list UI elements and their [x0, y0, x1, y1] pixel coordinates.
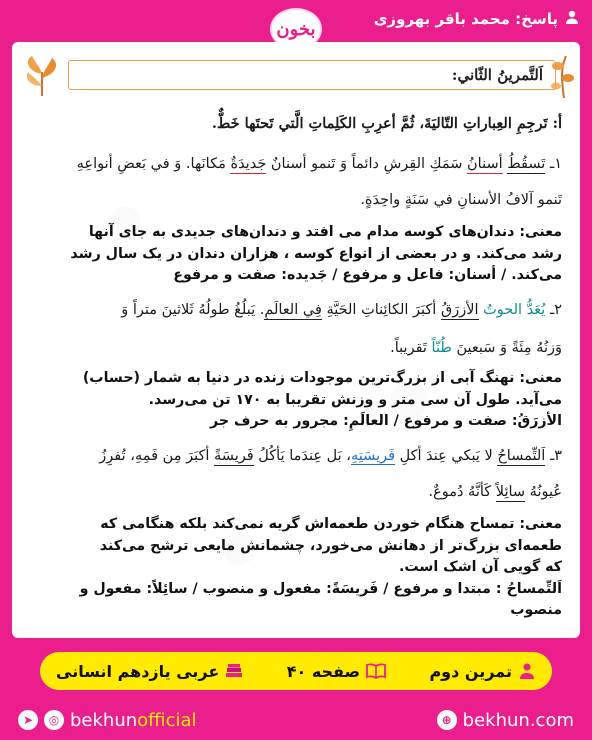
social-handle-group[interactable]: [18, 710, 197, 731]
leaf-decoration-icon: [18, 52, 66, 100]
underlined-word: اَلتِّمساحُ: [497, 448, 546, 464]
item-3-arabic-line-1: [30, 446, 562, 466]
student-icon: [518, 662, 536, 680]
underlined-word: فِي العالَمِ: [264, 302, 322, 318]
meaning-line: می‌کند. / أسنان: فاعل و مرفوع / جَدیده: صفت و مرفوع: [173, 267, 562, 283]
meaning-line: معنی: نهنگ آبی از بزرگ‌ترین موجودات زنده در دنیا به شمار (حساب): [82, 370, 562, 386]
social-handle[interactable]: [70, 710, 197, 731]
underlined-word: سائِلاً: [495, 484, 526, 500]
lesson-info-bar: [40, 652, 552, 690]
item-number: ۳ـ: [545, 448, 562, 464]
text-fragment: ، بَل عِندَما يَأكُلُ: [253, 448, 351, 464]
instruction-text: [30, 114, 562, 134]
underlined-word: جَديدَةٌ: [230, 156, 267, 172]
underlined-word: تَسقُطُ: [507, 156, 546, 172]
logo-text: بخون: [276, 18, 316, 40]
item-1-arabic-line-2: [30, 190, 562, 210]
book-label-group: [56, 662, 243, 681]
exercise-title: اَلتَّمرینُ الثّاني:: [451, 66, 543, 84]
content-card: [12, 42, 580, 638]
item-2-meaning: [30, 368, 562, 433]
item-number: ۲ـ: [545, 302, 562, 318]
handle-part-b: official: [137, 709, 197, 731]
exercise-label: تمرین دوم: [429, 661, 512, 681]
subject-word: الحوتُ: [483, 302, 523, 318]
meaning-line: منصوب: [510, 602, 562, 618]
telegram-icon[interactable]: ➤: [18, 710, 38, 730]
item-2-arabic-line-1: [30, 300, 562, 320]
text-fragment: أكبَرَ الكائِناتِ الحَيَّةِ: [321, 302, 441, 318]
text-fragment: لا يَبكي عِندَ أكلِ: [395, 448, 498, 464]
user-icon: [564, 9, 580, 29]
handle-part-a: bekhun: [70, 709, 138, 731]
item-number: ۱ـ: [545, 156, 562, 172]
text-fragment: عُيونُهُ: [525, 484, 562, 500]
page-label: صفحه ۴۰: [286, 661, 361, 681]
open-book-icon: [366, 663, 386, 679]
meaning-line: می‌آید. طول آن سی متر و وزنش تقریبا به ۱۷۰ تن می‌رسد.: [148, 391, 562, 408]
instagram-icon[interactable]: ◎: [44, 710, 64, 730]
highlighted-word: طُنّاً: [431, 340, 452, 356]
meaning-line: معنی: تمساح هنگام خوردن طعمه‌اش گریه نمی‌کند بلکه هنگامی که: [100, 516, 562, 532]
text-fragment: مَكانَها. وَ في بَعضِ أنواعِهِ: [76, 156, 231, 172]
text-fragment: سَمَكِ القِرشِ دائماً وَ تَنمو أسنانٌ: [266, 156, 468, 172]
underlined-word: أسنانُ: [467, 156, 503, 172]
meaning-line: الأزرَقُ: صفت و مرفوع / العالَمِ: مجرور به حرف جر: [210, 413, 562, 429]
meaning-line: اَلتِّمساحُ : مبتدا و مرفوع / فَریسَةً: مفعول و منصوب / سائِلاً: مفعول و: [79, 580, 562, 597]
website-link[interactable]: bekhun.com: [462, 709, 574, 731]
website-group[interactable]: [437, 710, 574, 731]
item-2-arabic-line-2: [30, 338, 562, 358]
text-fragment: تَنمو آلافُ الأسنانِ في سَنَةٍ واحِدَةٍ.: [360, 192, 562, 208]
text-fragment: . يَبلُغُ طولُهُ ثَلاثينَ متراً وَ: [121, 302, 265, 318]
meaning-line: معنی: دندان‌های کوسه مدام می افتد و دندان‌های جدیدی به جای آنها: [88, 224, 562, 240]
item-3-meaning: [30, 514, 562, 622]
text-fragment: وَزنُهُ مِئَةً وَ سَبعينَ: [451, 340, 562, 356]
underlined-word: الأزرَقُ: [440, 302, 479, 318]
underlined-word: فَريسَةً: [214, 448, 254, 464]
meaning-line: رشد می‌کند. و در بعضی از انواع کوسه ، هزاران دندان در یک سال رشد: [70, 245, 562, 262]
item-1-arabic-line-1: [30, 154, 562, 174]
verb-word: يُعَدُّ: [526, 302, 546, 318]
social-bar: [0, 700, 592, 740]
meaning-line: که گویی آن اشک است.: [399, 559, 562, 575]
page-label-group: [287, 662, 386, 681]
meaning-line: طعمه‌ای بزرگ‌تر از دهانش می‌خورد، چشمانش مایعی ترشح می‌کند: [99, 537, 562, 554]
book-label: عربی یازدهم انسانی: [56, 661, 220, 681]
text-fragment: كَأنَّهُ دُموعٌ.: [428, 484, 496, 500]
books-icon: [225, 663, 243, 679]
item-1-meaning: [30, 222, 562, 287]
instruction-label: أ: تَرجِمِ العِباراتِ التّاليَةَ، ثُمَّ أعرِبِ الكَلِماتِ الَّتي تَحتَها خَطٌّ.: [211, 115, 562, 132]
answer-author: پاسخ: محمد باقر بهروزی: [373, 10, 558, 28]
globe-icon[interactable]: ⊕: [437, 710, 457, 730]
exercise-title-box: [68, 60, 556, 90]
item-3-arabic-line-2: [30, 482, 562, 502]
underlined-word: فَريسَتِهِ: [350, 448, 396, 464]
text-fragment: أكبَرَ مِن فَمِهِ، تُفرِزُ: [99, 448, 214, 464]
text-fragment: تَقريباً.: [390, 340, 432, 356]
exercise-label-group: [429, 662, 536, 681]
